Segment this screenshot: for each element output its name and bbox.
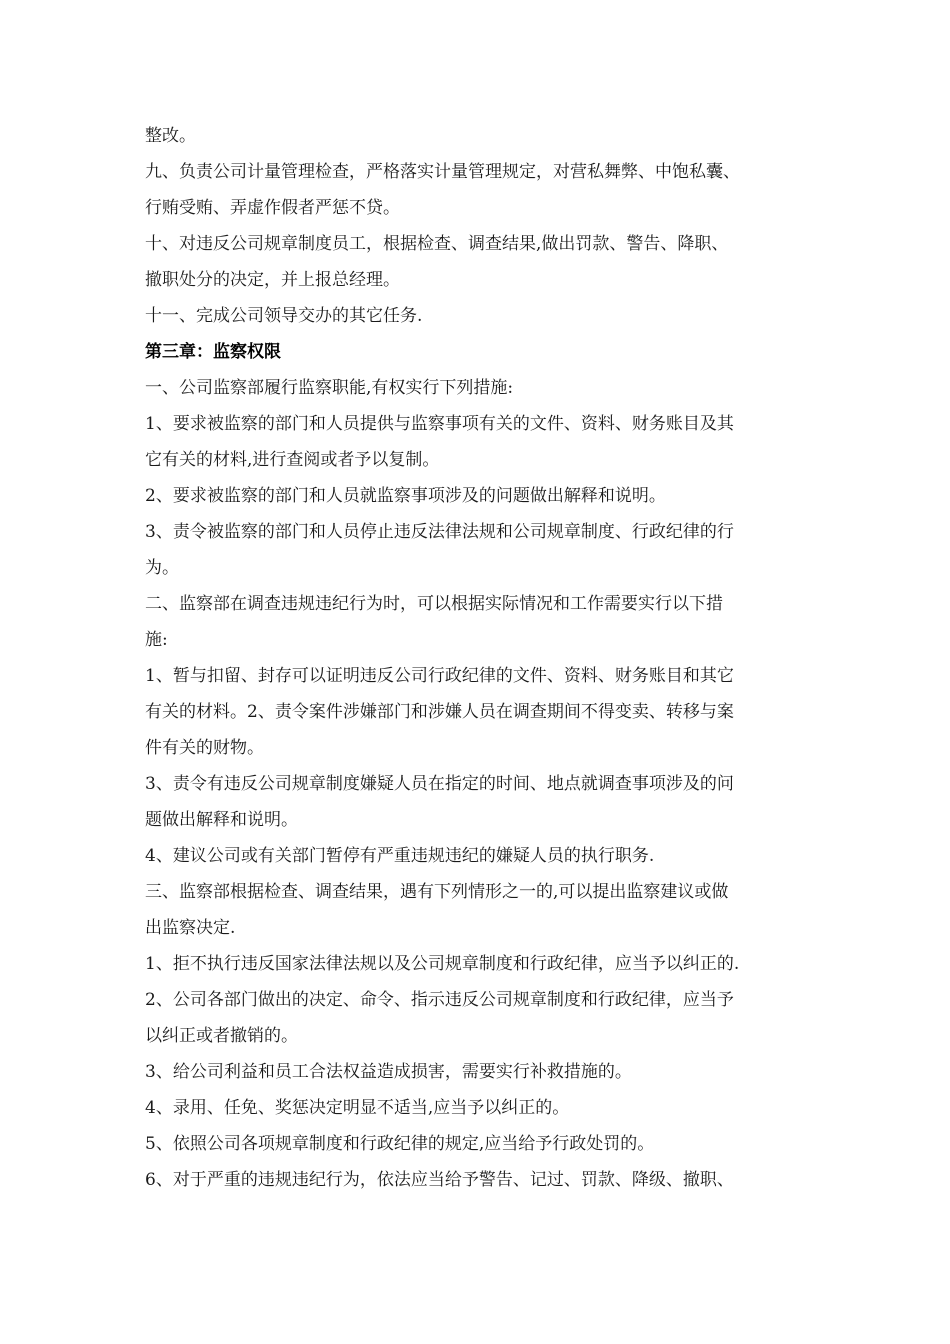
text-line: 三、监察部根据检查、调查结果，遇有下列情形之一的,可以提出监察建议或做 [145, 882, 729, 902]
text-line: 一、公司监察部履行监察职能,有权实行下列措施: [145, 378, 514, 398]
text-line: 十一、完成公司领导交办的其它任务. [145, 306, 423, 326]
text-line: 以纠正或者撤销的。 [145, 1026, 298, 1046]
text-line: 3、给公司利益和员工合法权益造成损害，需要实行补救措施的。 [145, 1062, 632, 1082]
text-line: 十、对违反公司规章制度员工，根据检查、调查结果,做出罚款、警告、降职、 [145, 234, 729, 254]
chapter-heading: 第三章：监察权限 [145, 342, 281, 362]
text-line: 出监察决定. [145, 918, 236, 938]
text-line: 它有关的材料,进行查阅或者予以复制。 [145, 450, 440, 470]
text-line: 题做出解释和说明。 [145, 810, 298, 830]
text-line: 3、责令有违反公司规章制度嫌疑人员在指定的时间、地点就调查事项涉及的问 [145, 774, 734, 794]
text-line: 撤职处分的决定，并上报总经理。 [145, 270, 400, 290]
text-line: 施: [145, 630, 168, 650]
text-line: 九、负责公司计量管理检查，严格落实计量管理规定，对营私舞弊、中饱私囊、 [145, 162, 740, 182]
text-line: 4、录用、任免、奖惩决定明显不适当,应当予以纠正的。 [145, 1098, 570, 1118]
text-line: 1、要求被监察的部门和人员提供与监察事项有关的文件、资料、财务账目及其 [145, 414, 734, 434]
text-line: 有关的材料。2、责令案件涉嫌部门和涉嫌人员在调查期间不得变卖、转移与案 [145, 702, 734, 722]
text-line: 2、公司各部门做出的决定、命令、指示违反公司规章制度和行政纪律，应当予 [145, 990, 734, 1010]
text-line: 4、建议公司或有关部门暂停有严重违规违纪的嫌疑人员的执行职务. [145, 846, 655, 866]
text-line: 为。 [145, 558, 179, 578]
text-line: 5、依照公司各项规章制度和行政纪律的规定,应当给予行政处罚的。 [145, 1134, 655, 1154]
text-line: 1、暂与扣留、封存可以证明违反公司行政纪律的文件、资料、财务账目和其它 [145, 666, 734, 686]
text-line: 件有关的财物。 [145, 738, 264, 758]
text-line: 行贿受贿、弄虚作假者严惩不贷。 [145, 198, 400, 218]
text-line: 2、要求被监察的部门和人员就监察事项涉及的问题做出解释和说明。 [145, 486, 666, 506]
text-line: 1、拒不执行违反国家法律法规以及公司规章制度和行政纪律，应当予以纠正的. [145, 954, 740, 974]
text-line: 3、责令被监察的部门和人员停止违反法律法规和公司规章制度、行政纪律的行 [145, 522, 734, 542]
text-line: 整改。 [145, 126, 196, 146]
document-body [145, 118, 835, 1198]
text-line: 6、对于严重的违规违纪行为，依法应当给予警告、记过、罚款、降级、撤职、 [145, 1170, 734, 1190]
text-line: 二、监察部在调查违规违纪行为时，可以根据实际情况和工作需要实行以下措 [145, 594, 723, 614]
